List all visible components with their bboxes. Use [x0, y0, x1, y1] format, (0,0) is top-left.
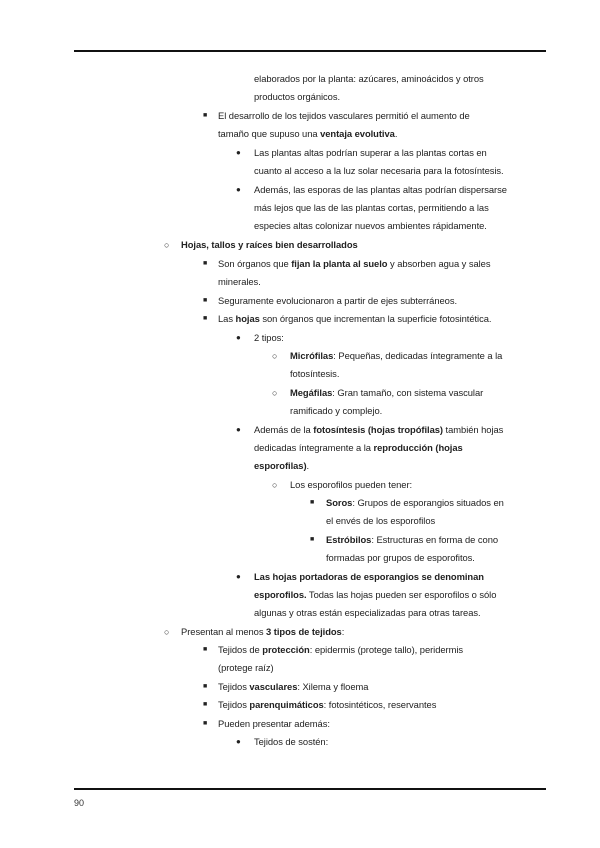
list-item: Tejidos vasculares: Xilema y floema	[218, 681, 369, 692]
text-line: tamaño que supuso una ventaja evolutiva.	[218, 128, 398, 139]
list-item: Además de la fotosíntesis (hojas tropófilas) también hojas	[254, 424, 504, 435]
text-line: algunas y otras están especializadas para otras tareas.	[254, 607, 481, 618]
list-item: Tejidos de sostén:	[254, 736, 329, 747]
list-item: Las hojas portadoras de esporangios se denominan	[254, 571, 484, 582]
list-item: Micrófilas: Pequeñas, dedicadas íntegramente a la	[290, 350, 503, 361]
bullet-circle-icon: ○	[164, 240, 170, 250]
text-line: cuanto al acceso a la luz solar necesaria para la fotosíntesis.	[254, 165, 504, 176]
bullet-dot-icon: ●	[236, 185, 241, 194]
bullet-dot-icon: ●	[236, 148, 241, 157]
list-item: Presentan al menos 3 tipos de tejidos:	[181, 626, 345, 637]
bullet-square-icon: ■	[203, 112, 208, 119]
list-item: Soros: Grupos de esporangios situados en	[326, 497, 504, 508]
bullet-dot-icon: ●	[236, 425, 241, 434]
bullet-square-icon: ■	[203, 720, 208, 727]
bullet-dot-icon: ●	[236, 737, 241, 746]
text-line: el envés de los esporofilos	[326, 515, 436, 526]
list-item: Tejidos parenquimáticos: fotosintéticos, reservantes	[218, 699, 437, 710]
list-item: Además, las esporas de las plantas altas podrían dispersarse	[254, 184, 507, 195]
text-line: fotosíntesis.	[290, 368, 340, 379]
list-item: Tejidos de protección: epidermis (protege tallo), peridermis	[218, 644, 464, 655]
text-line: más lejos que las de las plantas cortas, permitiendo a las	[254, 202, 489, 213]
bullet-square-icon: ■	[203, 260, 208, 267]
list-item: Son órganos que fijan la planta al suelo y absorben agua y sales	[218, 258, 491, 269]
text-line: especies altas colonizar nuevos ambientes rápidamente.	[254, 220, 487, 231]
text-line: esporofilos. Todas las hojas pueden ser esporofilos o sólo	[254, 589, 497, 600]
bullet-square-icon: ■	[203, 683, 208, 690]
text-line: dedicadas íntegramente a la reproducción (hojas	[254, 442, 463, 453]
bullet-square-icon: ■	[203, 701, 208, 708]
bullet-dot-icon: ●	[236, 572, 241, 581]
list-item: Pueden presentar además:	[218, 718, 330, 729]
text-line: (protege raíz)	[218, 662, 274, 673]
text-line: elaborados por la planta: azúcares, aminoácidos y otros	[254, 73, 484, 84]
list-item: Los esporofilos pueden tener:	[290, 479, 413, 490]
bullet-circle-icon: ○	[272, 480, 278, 490]
text-line: ramificado y complejo.	[290, 405, 383, 416]
bullet-circle-icon: ○	[272, 351, 278, 361]
page-number: 90	[74, 798, 85, 808]
bullet-dot-icon: ●	[236, 333, 241, 342]
bullet-square-icon: ■	[203, 315, 208, 322]
list-item: Las hojas son órganos que incrementan la superficie fotosintética.	[218, 313, 492, 324]
section-heading: Hojas, tallos y raíces bien desarrollados	[181, 239, 358, 250]
footer-rule	[74, 788, 546, 790]
text-line: esporofilas).	[254, 460, 310, 471]
list-item: El desarrollo de los tejidos vasculares permitió el aumento de	[218, 110, 470, 121]
text-line: formadas por grupos de esporofitos.	[326, 552, 475, 563]
list-item: Estróbilos: Estructuras en forma de cono	[326, 534, 499, 545]
bullet-square-icon: ■	[203, 646, 208, 653]
header-rule	[74, 50, 546, 52]
list-item: Megáfilas: Gran tamaño, con sistema vascular	[290, 387, 484, 398]
text-line: productos orgánicos.	[254, 91, 341, 102]
text-line: minerales.	[218, 276, 261, 287]
bullet-circle-icon: ○	[272, 388, 278, 398]
bullet-square-icon: ■	[310, 536, 315, 543]
bullet-circle-icon: ○	[164, 627, 170, 637]
list-item: Seguramente evolucionaron a partir de ejes subterráneos.	[218, 295, 458, 306]
list-item: Las plantas altas podrían superar a las plantas cortas en	[254, 147, 487, 158]
bullet-square-icon: ■	[203, 297, 208, 304]
list-item: 2 tipos:	[254, 332, 284, 343]
bullet-square-icon: ■	[310, 499, 315, 506]
